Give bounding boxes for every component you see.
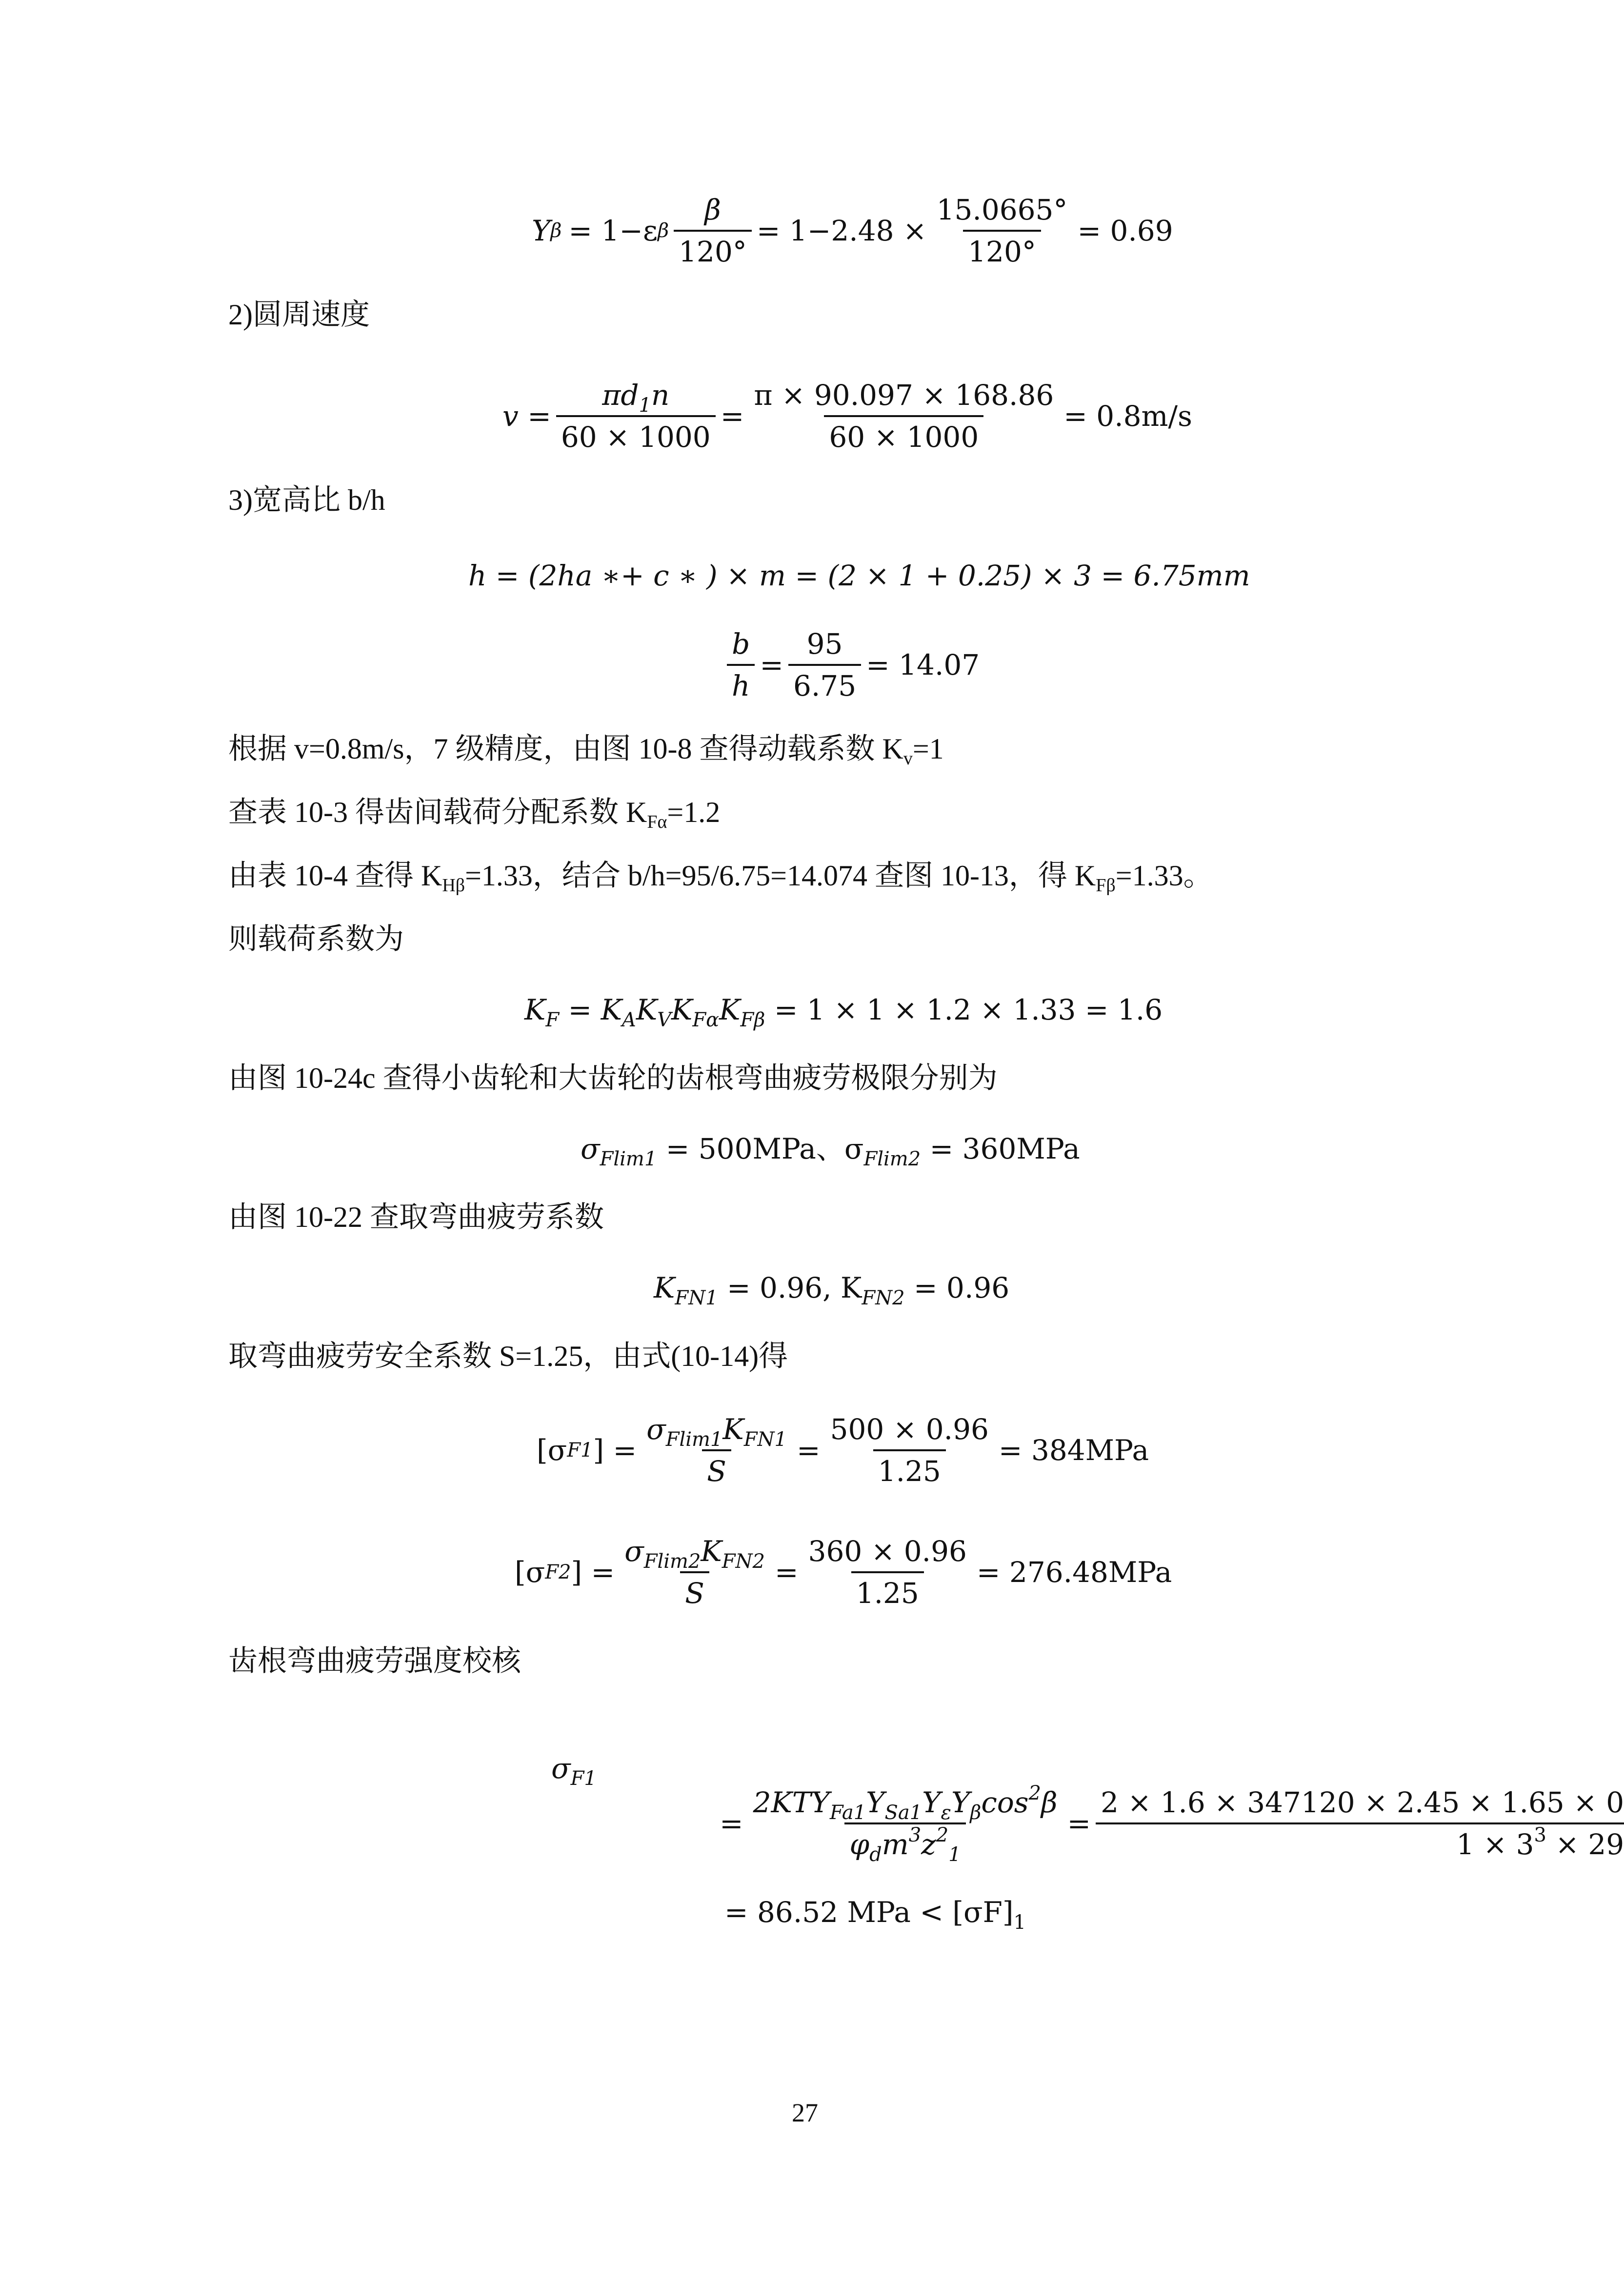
fraction: $\frac{95}{6.75}$ xyxy=(788,627,861,703)
equation-check-result: = 86.52 MPa < $[\sigma F]_1$ xyxy=(724,1896,1026,1934)
heading-circumferential-speed: 2)圆周速度 xyxy=(228,299,370,331)
equation-y-beta: Y β = 1−ε β $\frac{\beta}{120^\circ}$ = 1−2.48 × $\frac{15.0665^\circ}{120^\circ}$ = 0.69 xyxy=(532,193,1173,268)
fraction: $\frac{\pi d_1n}{60 \times 1000}$ xyxy=(556,378,716,454)
paragraph-safety-factor: 取弯曲疲劳安全系数 S=1.25，由式(10-14)得 xyxy=(228,1340,788,1372)
fraction: $\frac{\beta}{120^\circ}$ xyxy=(674,193,752,269)
paragraph-fatigue-limit: 由图 10-24c 查得小齿轮和大齿轮的齿根弯曲疲劳极限分别为 xyxy=(228,1062,998,1094)
fraction: $\frac{b}{h}$ xyxy=(727,627,755,703)
equation-fatigue-limits: $\sigma_{Flim1} = 500MPa$、$\sigma_{Flim2} = 360MPa$ xyxy=(581,1132,1080,1170)
paragraph-load-factor: 则载荷系数为 xyxy=(228,923,404,955)
equation-speed: v = $\frac{\pi d_1n}{60 \times 1000}$ = $\frac{\pi \times 90.097 \times 168.86}{60 \times 1000}$ = 0.8m/s xyxy=(502,379,1192,454)
fraction: $\frac{2 \times 1.6 \times 347120 \times 2.45 \times 1.65 \times 0}{1 \times 3^3 \times 29}$ xyxy=(1096,1785,1624,1862)
equation-check-lhs: $\sigma_{F1}$ xyxy=(551,1752,597,1790)
page-number: 27 xyxy=(792,2098,818,2127)
paragraph-fatigue-coefficient: 由图 10-22 查取弯曲疲劳系数 xyxy=(228,1201,604,1233)
paragraph-strength-check: 齿根弯曲疲劳强度校核 xyxy=(228,1645,521,1677)
equation-allowable-stress-1: [σ F1 ] = $\frac{\sigma_{Flim1}K_{FN1}}{S}$ = $\frac{500 \times 0.96}{1.25}$ = 384MPa xyxy=(537,1413,1149,1488)
heading-width-height-ratio: 3)宽高比 b/h xyxy=(228,484,385,516)
fraction: $\frac{2KTY_{Fa1}Y_{Sa1}Y_\varepsilon Y_\beta\cos^2\beta}{\varphi_dm^3z^2_1}$ xyxy=(753,1782,1058,1866)
equation-allowable-stress-2: [σ F2 ] = $\frac{\sigma_{Flim2}K_{FN2}}{S}$ = $\frac{360 \times 0.96}{1.25}$ = 276.48MPa xyxy=(515,1535,1172,1610)
equation-tooth-height: h = (2ha ∗+ c ∗ ) × m = (2 × 1 + 0.25) × 3 = 6.75mm xyxy=(468,559,1250,592)
equation-b-over-h: $\frac{b}{h}$ = $\frac{95}{6.75}$ = 14.07 xyxy=(722,627,980,703)
paragraph-dynamic-load: 根据 v=0.8m/s，7 级精度，由图 10-8 查得动载系数 $K_v=1$ xyxy=(228,733,944,769)
fraction: $\frac{360 \times 0.96}{1.25}$ xyxy=(808,1535,967,1610)
fraction: $\frac{15.0665^\circ}{120^\circ}$ xyxy=(936,193,1068,268)
fraction: $\frac{\sigma_{Flim1}K_{FN1}}{S}$ xyxy=(646,1413,787,1488)
equation-fatigue-coefficients: $K_{FN1} = 0.96$, $K_{FN2} = 0.96$ xyxy=(654,1271,1010,1309)
equation-load-factor: $K_F = K_AK_VK_{F\alpha}K_{F\beta} = 1 \times 1 \times 1.2 \times 1.33 = 1.6$ xyxy=(524,993,1163,1031)
fraction: $\frac{\pi \times 90.097 \times 168.86}{60 \times 1000}$ xyxy=(754,379,1054,454)
paragraph-load-distribution: 查表 10-3 得齿间载荷分配系数 $K_{F\alpha}=1.2$ xyxy=(228,796,721,832)
paragraph-table-10-4: 由表 10-4 查得 $K_{H\beta}=1.33$，结合 b/h=95/6.75=14.074 查图 10-13，得 $K_{F\beta}=1.33$。 xyxy=(228,860,1213,896)
equation-check-body: = $\frac{2KTY_{Fa1}Y_{Sa1}Y_\varepsilon Y_\beta\cos^2\beta}{\varphi_dm^3z^2_1}$ = $\frac{2 \times 1.6 \times 347120 \times 2.45 \times 1.65 \times 0}{1 \times 3^3 \times 29}$ xyxy=(720,1782,1624,1866)
fraction: $\frac{500 \times 0.96}{1.25}$ xyxy=(830,1413,989,1488)
fraction: $\frac{\sigma_{Flim2}K_{FN2}}{S}$ xyxy=(624,1535,765,1610)
